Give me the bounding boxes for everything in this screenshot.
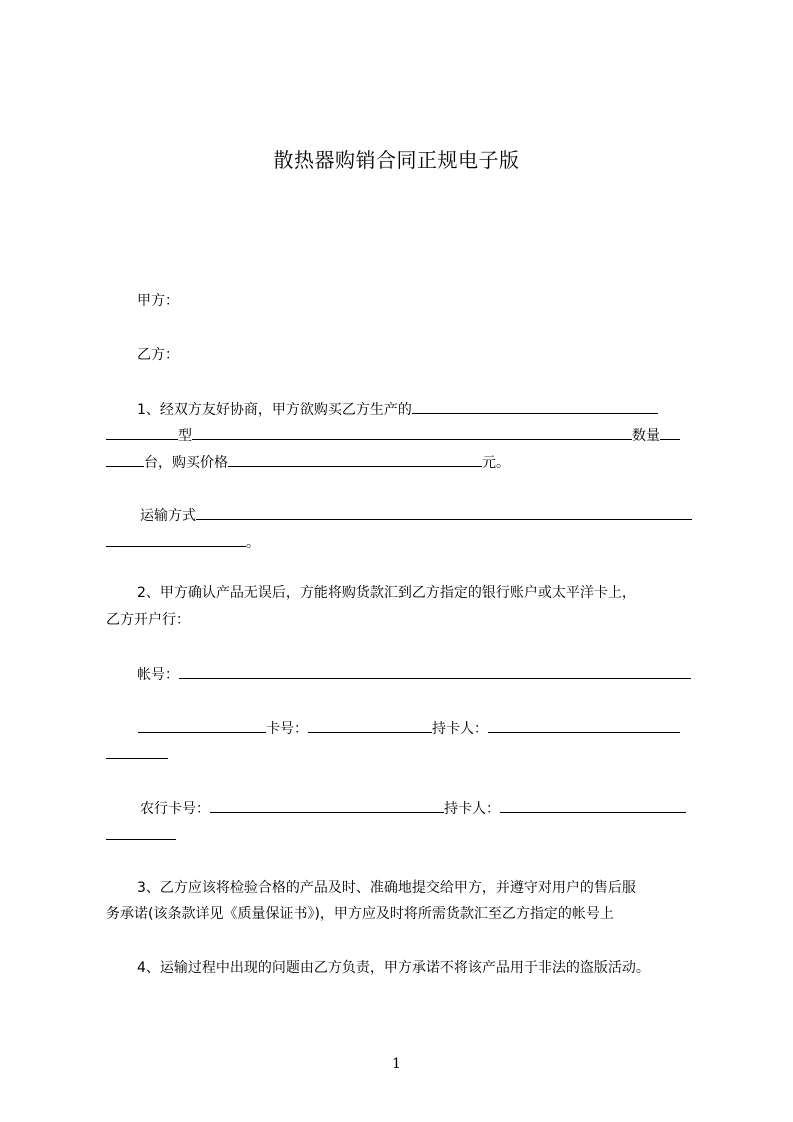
bank-blank: [138, 718, 266, 733]
clause-3-line-2: 务承诺(该条款详见《质量保证书》)，甲方应及时将所需货款汇至乙方指定的帐号上: [106, 906, 614, 922]
clause-2-line-2: 乙方开户行：: [106, 612, 190, 628]
holder-label: 持卡人：: [432, 721, 488, 737]
clause-3-line-1: 3、乙方应该将检验合格的产品及时、准确地提交给甲方，并遵守对用户的售后服: [137, 880, 636, 896]
agri-card-label: 农行卡号：: [140, 801, 210, 817]
type-label: 型: [178, 428, 192, 444]
model-detail-blank: [192, 425, 632, 440]
product-name-blank: [412, 399, 658, 414]
model-blank: [106, 425, 178, 440]
quantity-label: 数量: [632, 428, 660, 444]
account-blank: [179, 664, 691, 679]
clause-1-line-1: [137, 399, 658, 419]
transport-blank: [196, 505, 692, 520]
card-line-2: [106, 744, 168, 764]
quantity-blank-cont: [106, 452, 144, 467]
transport-line-1: [140, 505, 692, 525]
unit-price-label: 台，购买价格: [144, 455, 228, 471]
yuan-label: 元。: [482, 455, 510, 471]
transport-end: 。: [246, 535, 260, 551]
clause-4: 4、运输过程中出现的问题由乙方负责，甲方承诺不将该产品用于非法的盗版活动。: [137, 960, 650, 976]
price-blank: [228, 452, 482, 467]
agri-card-blank: [210, 798, 444, 813]
clause-1-intro: 1、经双方友好协商，甲方欲购买乙方生产的: [137, 402, 412, 418]
clause-1-line-2: [106, 425, 680, 445]
card-number-blank: [308, 718, 432, 733]
holder-blank: [488, 718, 680, 733]
transport-line-2: [106, 532, 260, 552]
account-line: [137, 664, 691, 684]
holder-label-2: 持卡人：: [444, 801, 500, 817]
party-b-label: 乙方：: [137, 347, 179, 363]
quantity-blank: [660, 425, 680, 440]
clause-1-line-3: [106, 452, 510, 472]
holder-blank-2: [500, 798, 686, 813]
page-number: 1: [392, 1056, 401, 1072]
account-label: 帐号：: [137, 667, 179, 683]
card-label: 卡号：: [266, 721, 308, 737]
document-title: 散热器购销合同正规电子版: [273, 148, 520, 172]
party-a-label: 甲方：: [137, 293, 179, 309]
card-line-1: [138, 718, 680, 738]
agri-card-line-1: [140, 798, 686, 818]
agri-card-line-2: [106, 825, 176, 845]
transport-label: 运输方式: [140, 508, 196, 524]
holder-blank-cont: [106, 744, 168, 759]
clause-2-line-1: 2、甲方确认产品无误后，方能将购货款汇到乙方指定的银行账户或太平洋卡上，: [137, 585, 636, 601]
transport-blank-cont: [106, 532, 246, 547]
holder-blank-2-cont: [106, 825, 176, 840]
